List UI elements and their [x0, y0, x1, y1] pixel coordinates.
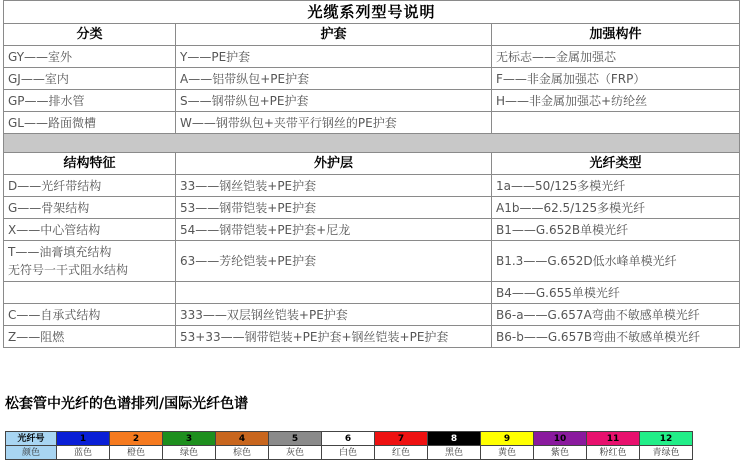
fiber-number-swatch: 12	[640, 432, 693, 446]
fiber-number-swatch: 9	[481, 432, 534, 446]
fiber-color-name: 紫色	[534, 446, 587, 460]
table-cell: 63——芳纶铠装+PE护套	[176, 241, 492, 282]
table-row	[4, 282, 740, 304]
table-cell: Z——阻燃	[4, 326, 176, 348]
fiber-color-name: 黑色	[428, 446, 481, 460]
table-row	[4, 46, 740, 68]
fiber-number-label: 光纤号	[6, 432, 57, 446]
fiber-color-name: 绿色	[163, 446, 216, 460]
table-title: 光缆系列型号说明	[4, 1, 740, 24]
header-sheath: 护套	[176, 24, 492, 46]
fiber-number-swatch: 5	[269, 432, 322, 446]
table-cell	[4, 282, 176, 304]
fiber-color-table	[5, 431, 693, 460]
table-cell: A1b——62.5/125多模光纤	[492, 197, 740, 219]
fiber-number-swatch: 10	[534, 432, 587, 446]
fiber-color-name: 黄色	[481, 446, 534, 460]
fiber-color-name: 灰色	[269, 446, 322, 460]
header-fiber-type: 光纤类型	[492, 153, 740, 175]
table-cell: B1.3——G.652D低水峰单模光纤	[492, 241, 740, 282]
fiber-color-label: 颜色	[6, 446, 57, 460]
table-cell: GP——排水管	[4, 90, 176, 112]
fiber-color-name: 棕色	[216, 446, 269, 460]
table-cell: B6-b——G.657B弯曲不敏感单模光纤	[492, 326, 740, 348]
fiber-color-name: 橙色	[110, 446, 163, 460]
table-cell: GJ——室内	[4, 68, 176, 90]
header-strength-member: 加强构件	[492, 24, 740, 46]
table-cell: 无标志——金属加强芯	[492, 46, 740, 68]
table-cell: F——非金属加强芯（FRP）	[492, 68, 740, 90]
table-cell: 33——钢丝铠装+PE护套	[176, 175, 492, 197]
cable-spec-table	[3, 0, 740, 348]
fiber-color-row	[6, 446, 693, 460]
fiber-number-row	[6, 432, 693, 446]
table-cell: 1a——50/125多模光纤	[492, 175, 740, 197]
fiber-number-swatch: 7	[375, 432, 428, 446]
table-cell: G——骨架结构	[4, 197, 176, 219]
table-cell: X——中心管结构	[4, 219, 176, 241]
fiber-number-swatch: 8	[428, 432, 481, 446]
table-row	[4, 326, 740, 348]
cell-line: 无符号一干式阻水结构	[8, 263, 129, 277]
fiber-color-name: 蓝色	[57, 446, 110, 460]
header-structure: 结构特征	[4, 153, 176, 175]
table-cell: 333——双层钢丝铠装+PE护套	[176, 304, 492, 326]
table-cell: B6-a——G.657A弯曲不敏感单模光纤	[492, 304, 740, 326]
table-row	[4, 241, 740, 282]
table-cell	[4, 241, 176, 282]
fiber-number-swatch: 6	[322, 432, 375, 446]
fiber-color-name: 白色	[322, 446, 375, 460]
table-cell: S——钢带纵包+PE护套	[176, 90, 492, 112]
table-row	[4, 219, 740, 241]
table-cell: Y——PE护套	[176, 46, 492, 68]
table-row	[4, 112, 740, 134]
gray-divider	[4, 134, 740, 153]
fiber-number-swatch: 2	[110, 432, 163, 446]
table-cell: C——自承式结构	[4, 304, 176, 326]
header-category: 分类	[4, 24, 176, 46]
table-row	[4, 304, 740, 326]
table-cell: 53+33——钢带铠装+PE护套+钢丝铠装+PE护套	[176, 326, 492, 348]
fiber-number-swatch: 1	[57, 432, 110, 446]
color-section-title: 松套管中光纤的色谱排列/国际光纤色谱	[5, 396, 249, 412]
table-cell: H——非金属加强芯+纺纶丝	[492, 90, 740, 112]
separator-band	[4, 134, 740, 153]
header-outer-sheath: 外护层	[176, 153, 492, 175]
table-cell	[176, 282, 492, 304]
table-cell: D——光纤带结构	[4, 175, 176, 197]
table-row	[4, 68, 740, 90]
table-row	[4, 90, 740, 112]
table-row	[4, 175, 740, 197]
table-row	[4, 197, 740, 219]
table-cell	[492, 112, 740, 134]
table-cell: B4——G.655单模光纤	[492, 282, 740, 304]
table-cell: GY——室外	[4, 46, 176, 68]
table-cell: W——钢带纵包+夹带平行钢丝的PE护套	[176, 112, 492, 134]
fiber-color-name: 粉红色	[587, 446, 640, 460]
table-cell: 54——钢带铠装+PE护套+尼龙	[176, 219, 492, 241]
table-cell: GL——路面微槽	[4, 112, 176, 134]
table-cell: B1——G.652B单模光纤	[492, 219, 740, 241]
cell-line: T——油膏填充结构	[8, 245, 112, 259]
table-cell: 53——钢带铠装+PE护套	[176, 197, 492, 219]
fiber-color-name: 青绿色	[640, 446, 693, 460]
fiber-color-name: 红色	[375, 446, 428, 460]
table-cell: A——铝带纵包+PE护套	[176, 68, 492, 90]
fiber-number-swatch: 4	[216, 432, 269, 446]
fiber-number-swatch: 3	[163, 432, 216, 446]
fiber-number-swatch: 11	[587, 432, 640, 446]
